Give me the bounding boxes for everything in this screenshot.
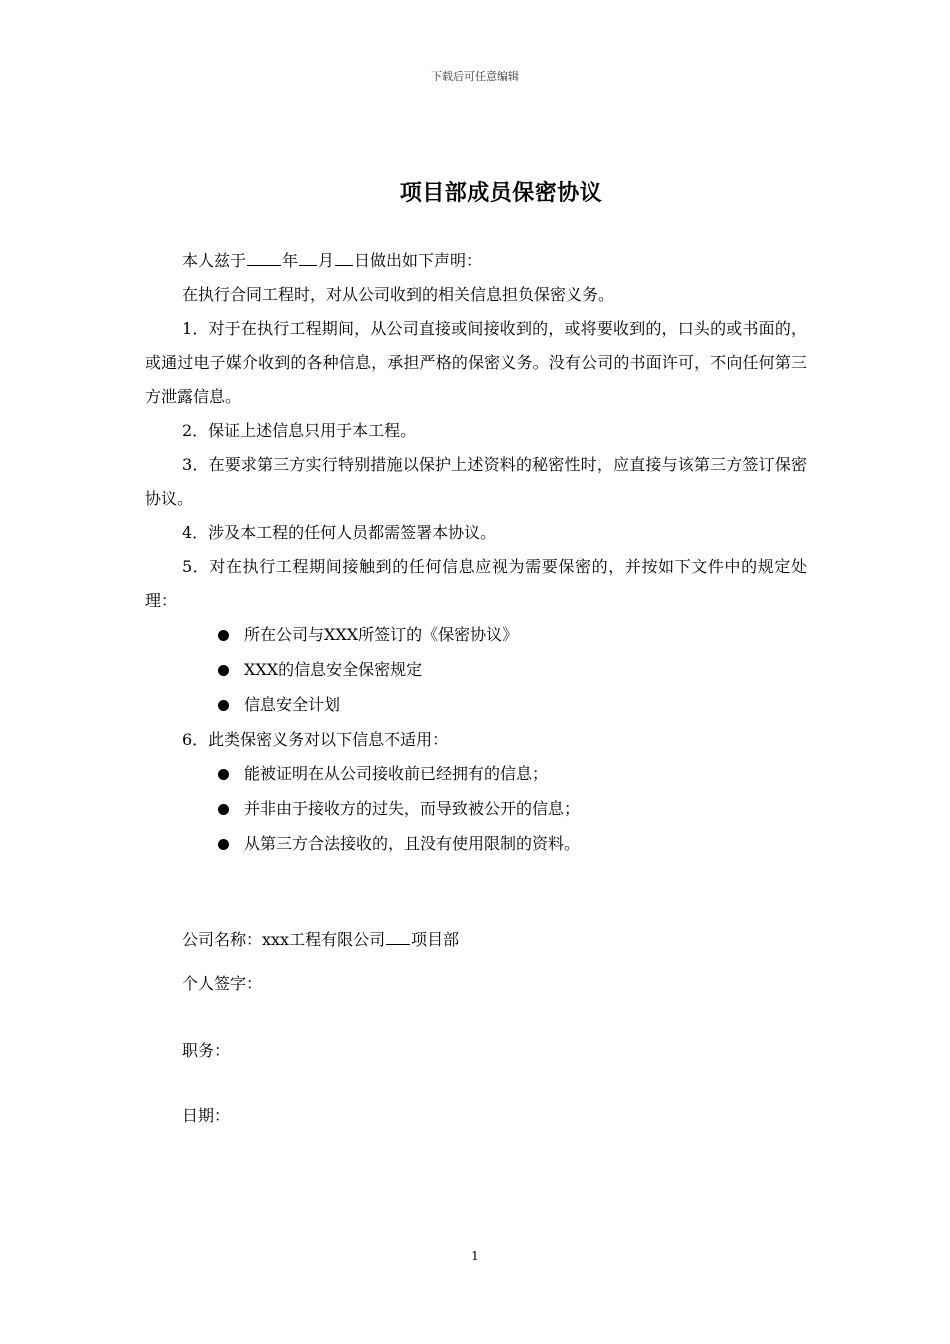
list-item-text: 从第三方合法接收的，且没有使用限制的资料。	[244, 834, 581, 853]
list-item-text: 信息安全计划	[244, 695, 341, 714]
document-body	[145, 244, 807, 862]
bullet-icon	[218, 839, 229, 850]
intro-paragraph: 在执行合同工程时，对从公司收到的相关信息担负保密义务。	[182, 285, 615, 304]
list-item-text: 所在公司与XXX所签订的《保密协议》	[244, 625, 519, 644]
year-label: 年	[282, 251, 299, 270]
personal-signature-label: 个人签字：	[182, 974, 263, 993]
header-note: 下载后可任意编辑	[431, 70, 519, 83]
clause-5: 5．对在执行工程期间接触到的任何信息应视为需要保密的，并按如下文件中的规定处理：	[145, 557, 807, 610]
list-item	[145, 653, 807, 688]
declaration-line	[145, 244, 807, 278]
list-item	[145, 792, 807, 827]
clause-6: 6．此类保密义务对以下信息不适用：	[182, 730, 449, 749]
clause-4: 4．涉及本工程的任何人员都需签署本协议。	[182, 523, 497, 542]
clause-2: 2．保证上述信息只用于本工程。	[182, 421, 417, 440]
bullet-icon	[218, 700, 229, 711]
date-label: 日期：	[182, 1106, 231, 1125]
bullet-icon	[218, 630, 229, 641]
company-name-line	[182, 926, 459, 951]
bullet-icon	[218, 804, 229, 815]
list-item-text: XXX的信息安全保密规定	[244, 660, 423, 679]
company-name-prefix: 公司名称：xxx工程有限公司	[182, 930, 386, 949]
company-name-suffix: 项目部	[411, 930, 460, 949]
list-item-text: 能被证明在从公司接收前已经拥有的信息；	[244, 764, 549, 783]
bullet-icon	[218, 769, 229, 780]
list-item	[145, 757, 807, 792]
position-label: 职务：	[182, 1041, 231, 1060]
list-item-text: 并非由于接收方的过失，而导致被公开的信息；	[244, 799, 581, 818]
clause-1: 1．对于在执行工程期间，从公司直接或间接收到的，或将要收到的，口头的或书面的，或通过电子媒介收到的各种信息，承担严格的保密义务。没有公司的书面许可，不向任何第三方泄露信息。	[145, 319, 807, 406]
clause-3: 3．在要求第三方实行特别措施以保护上述资料的秘密性时，应直接与该第三方签订保密协议。	[145, 455, 807, 508]
document-title: 项目部成员保密协议	[399, 180, 603, 206]
day-label: 日做出如下声明：	[354, 251, 483, 270]
clause-5-list	[145, 618, 807, 723]
page-number: 1	[471, 1249, 479, 1263]
clause-6-list	[145, 757, 807, 862]
bullet-icon	[218, 665, 229, 676]
list-item	[145, 618, 807, 653]
month-label: 月	[318, 251, 335, 270]
month-blank	[299, 247, 317, 266]
list-item	[145, 688, 807, 723]
list-item	[145, 827, 807, 862]
year-blank	[247, 247, 281, 266]
day-blank	[335, 247, 353, 266]
declaration-prefix: 本人兹于	[182, 251, 247, 270]
project-blank	[386, 926, 410, 945]
